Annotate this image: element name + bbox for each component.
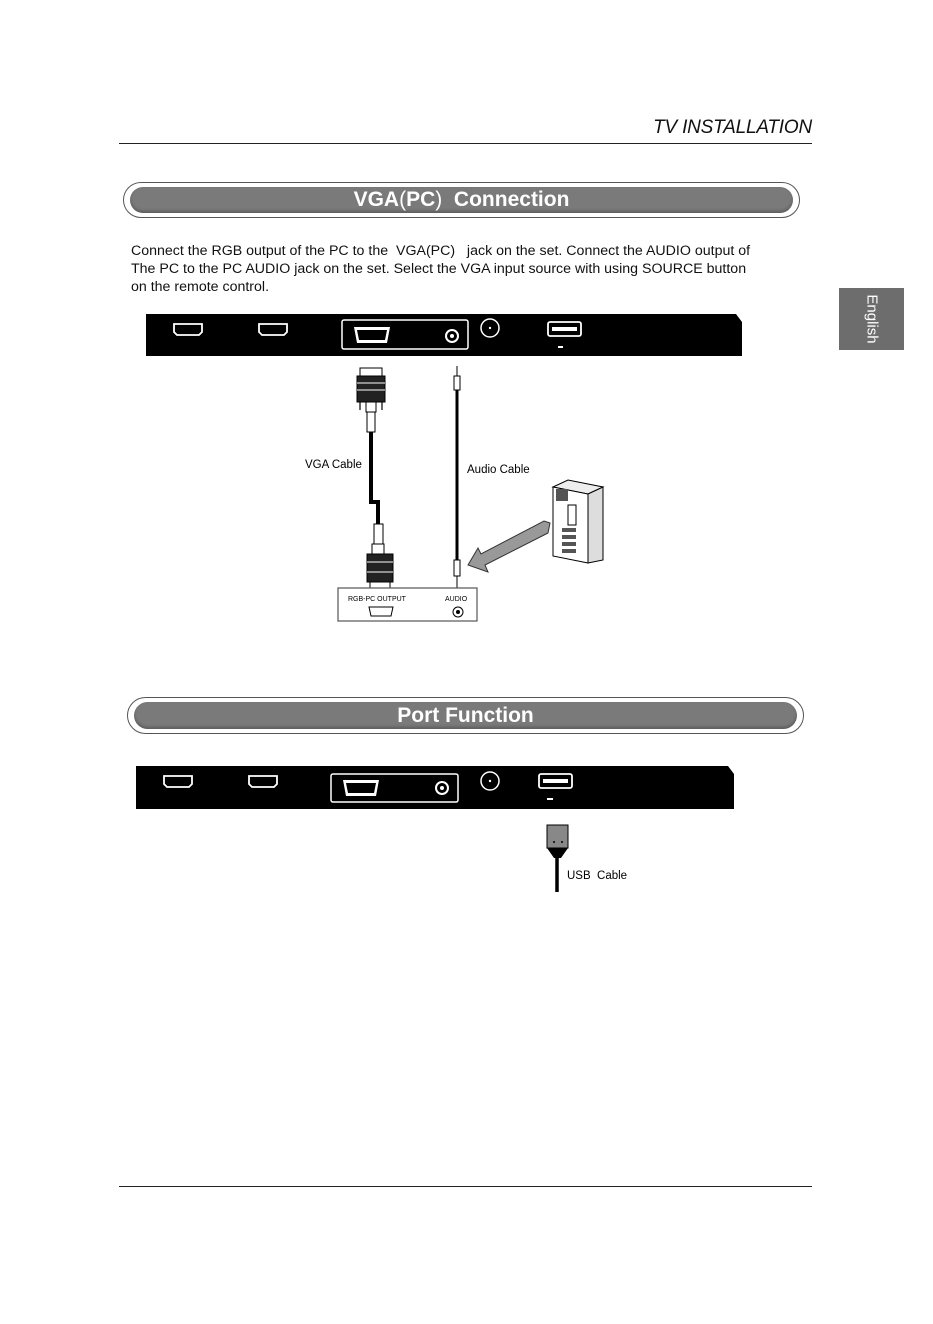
header-title: TV INSTALLATION — [653, 117, 812, 138]
footer-rule — [119, 1186, 812, 1187]
pc-audio-label: AUDIO — [445, 596, 468, 603]
pc-rgb-output-label: RGB-PC OUTPUT — [348, 596, 406, 603]
section-title-bar-ports — [127, 697, 804, 734]
tv-back-panel — [146, 314, 742, 356]
vga-port-icon — [343, 780, 379, 796]
language-label: English — [863, 294, 880, 344]
paragraph-line-1: Connect the RGB output of the PC to the VGA(PC) jack on the set. Connect the AUDIO output of — [131, 243, 751, 259]
paragraph-line-2: The PC to the PC AUDIO jack on the set. Select the VGA input source with using SOURCE button — [131, 261, 747, 277]
section-title-vga: VGA ( PC ) Connection — [353, 188, 570, 211]
arrow-icon — [468, 521, 550, 572]
audio-cable-label: Audio Cable — [467, 464, 530, 476]
vga-cable — [357, 368, 393, 588]
port-function-diagram — [0, 750, 933, 910]
usb-cable — [547, 825, 568, 892]
pc-output-panel — [338, 588, 477, 621]
section-title-ports: Port Function — [397, 703, 534, 727]
paragraph-line-3: on the remote control. — [131, 279, 270, 295]
vga-cable-label: VGA Cable — [305, 459, 362, 471]
audio-cable — [454, 366, 460, 588]
tv-back-panel-2 — [136, 766, 734, 809]
usb-cable-label: USB Cable — [567, 870, 628, 882]
computer-tower-icon — [553, 480, 603, 563]
vga-port-icon — [354, 327, 390, 343]
